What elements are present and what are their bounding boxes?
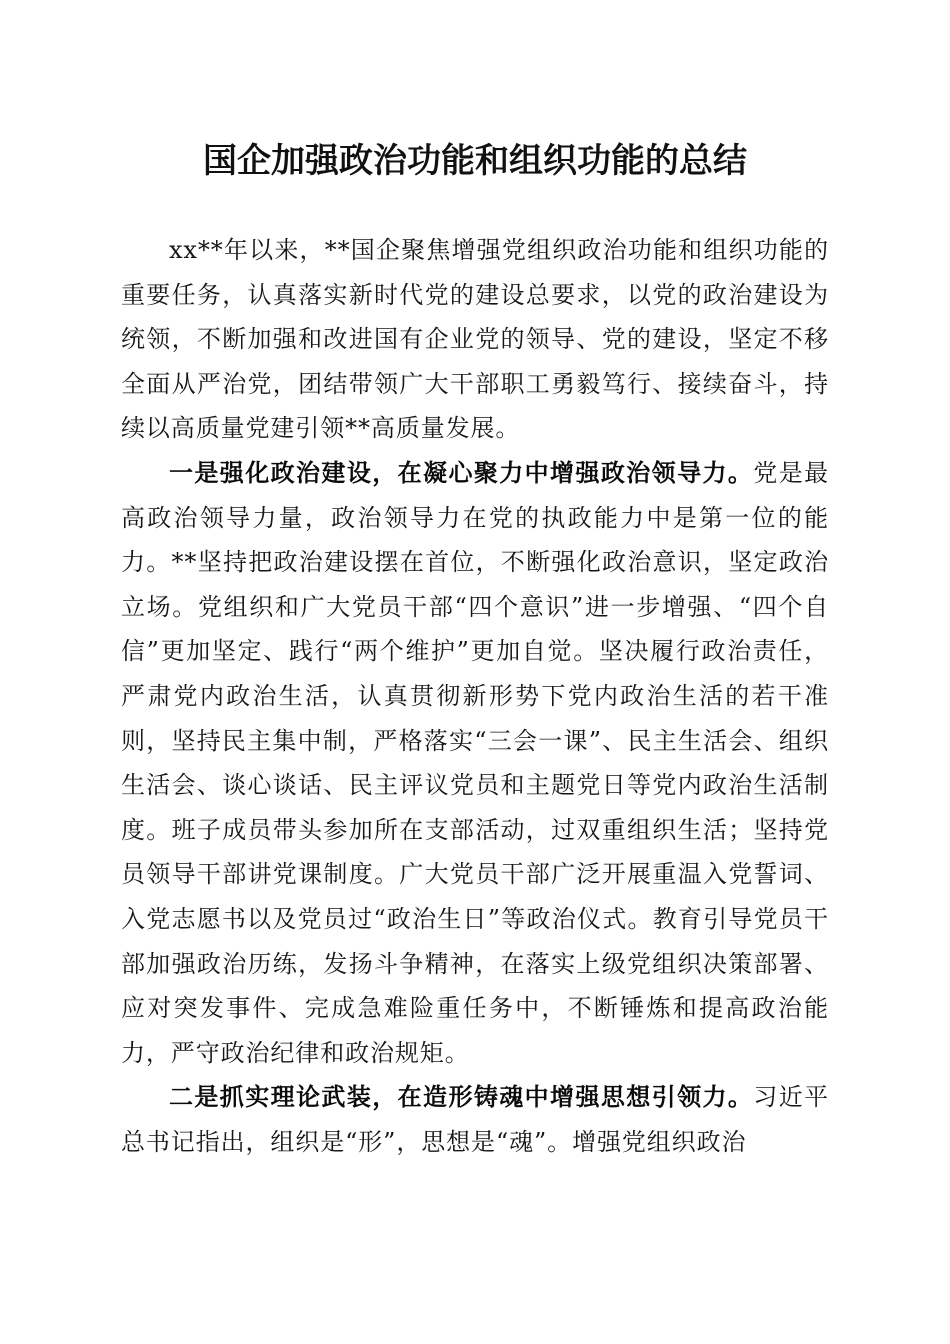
document-body [121,228,829,1164]
paragraph-text: 党是最高政治领导力量，政治领导力在党的执政能力中是第一位的能力。**坚持把政治建设摆在首位，不断强化政治意识，坚定政治立场。党组织和广大党员干部“四个意识”进一步增强、“四个自信”更加坚定、践行“两个维护”更加自觉。坚决履行政治责任，严肃党内政治生活，认真贯彻新形势下党内政治生活的若干准则，坚持民主集中制，严格落实“三会一课”、民主生活会、组织生活会、谈心谈话、民主评议党员和主题党日等党内政治生活制度。班子成员带头参加所在支部活动，过双重组织生活；坚持党员领导干部讲党课制度。广大党员干部广泛开展重温入党誓词、入党志愿书以及党员过“政治生日”等政治仪式。教育引导党员干部加强政治历练，发扬斗争精神，在落实上级党组织决策部署、应对突发事件、完成急难险重任务中，不断锤炼和提高政治能力，严守政治纪律和政治规矩。 [121,458,830,1067]
paragraph-theory-armament [121,1075,829,1164]
document-title: 国企加强政治功能和组织功能的总结 [203,141,747,181]
paragraph-political-construction [121,451,829,1075]
paragraph-intro [121,228,829,451]
paragraph-text: 习近平总书记指出，组织是“形”，思想是“魂”。增强党组织政治 [121,1083,830,1156]
paragraph-text: xx**年以来，**国企聚焦增强党组织政治功能和组织功能的重要任务，认真落实新时代党的建设总要求，以党的政治建设为统领，不断加强和改进国有企业党的领导、党的建设，坚定不移全面从严治党，团结带领广大干部职工勇毅笃行、接续奋斗，持续以高质量党建引领**高质量发展。 [121,236,829,443]
paragraph-lead: 一是强化政治建设，在凝心聚力中增强政治领导力。 [169,457,754,487]
paragraph-lead: 二是抓实理论武装，在造形铸魂中增强思想引领力。 [169,1082,754,1112]
